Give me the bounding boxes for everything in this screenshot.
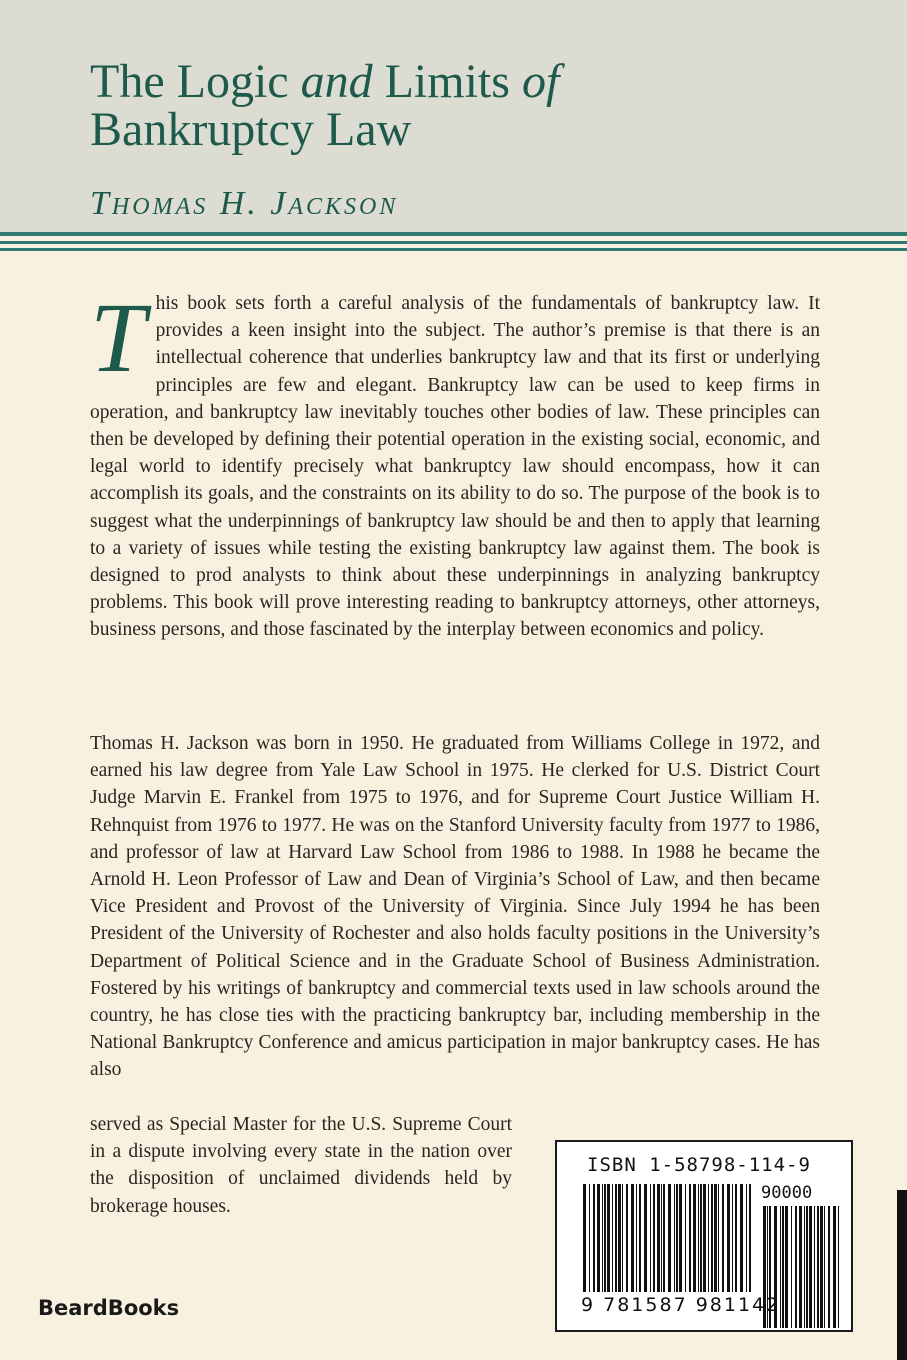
barcode-bar <box>804 1206 805 1328</box>
barcode-bar <box>626 1184 628 1292</box>
description-text: his book sets forth a careful analysis of the fundamentals of bankruptcy law. It provides a keen insight into the subject. The author’s premise is that there is an intellectual coherence that underlies bankruptcy law and that its first or underlying principles are few and elegant. Bankruptcy law can be used to keep firms in operation, and bankruptcy law inevitably touches other bodies of law. These principles can then be developed by defining their potential operation in the existing social, economic, and legal world to identify precisely what bankruptcy law should encompass, how it can accomplish its goals, and the constraints on its ability to do so. The purpose of the book is to suggest what the underpinnings of bankruptcy law should be and then to apply that learning to a variety of issues while testing the existing bankruptcy law against them. The book is designed to prod analysts to think about these underpinnings in analyzing bankruptcy problems. This book will prove interesting reading to bankruptcy attorneys, other attorneys, business persons, and those fascinated by the interplay between economics and policy. <box>90 293 820 641</box>
barcode-bar <box>809 1206 812 1328</box>
barcode-bar <box>782 1206 784 1328</box>
barcode-bar <box>700 1184 702 1292</box>
barcode-bar <box>622 1184 623 1292</box>
barcode-bar <box>602 1184 603 1292</box>
rule-line <box>0 232 907 236</box>
barcode-bar <box>650 1184 651 1292</box>
price-code: 90000 <box>761 1183 813 1203</box>
barcode-bar <box>749 1184 751 1292</box>
barcode-bar <box>668 1184 671 1292</box>
barcode-bar <box>644 1184 647 1292</box>
barcode-bar <box>817 1206 819 1328</box>
title-part-italic: of <box>521 55 560 108</box>
barcode-bar <box>693 1184 696 1292</box>
barcode-bar <box>679 1184 682 1292</box>
barcode-bar <box>593 1184 595 1292</box>
barcode-bar <box>708 1184 709 1292</box>
barcode-bar <box>711 1184 713 1292</box>
barcode-bar <box>732 1184 733 1292</box>
barcode-bar <box>583 1184 586 1292</box>
barcode-bar <box>714 1184 717 1292</box>
title-part: Limits <box>372 55 522 108</box>
barcode-bar <box>814 1206 815 1328</box>
barcode-bar <box>689 1184 691 1292</box>
barcode-bar <box>795 1206 797 1328</box>
author-name: Thomas H. Jackson <box>90 185 399 222</box>
title-part: The Logic <box>90 55 301 108</box>
barcode-bar <box>618 1184 621 1292</box>
barcode-bar <box>838 1206 839 1328</box>
drop-cap: T <box>90 282 146 393</box>
title-part-italic: and <box>300 55 373 108</box>
barcode-bar <box>820 1206 823 1328</box>
barcode-bar <box>607 1184 610 1292</box>
barcode-bar <box>674 1184 675 1292</box>
title-line-2: Bankruptcy Law <box>90 103 412 156</box>
barcode-bar <box>604 1184 606 1292</box>
barcode-bar <box>828 1206 830 1328</box>
barcode-box <box>555 1140 853 1332</box>
barcode-bar <box>676 1184 678 1292</box>
author-bio-paragraph: Thomas H. Jackson was born in 1950. He graduated from Williams College in 1972, and earned his law degree from Yale Law School in 1975. He clerked for U.S. District Court Judge Marvin E. Frankel from 1975 to 1976, and for Supreme Court Justice William H. Rehnquist from 1976 to 1977. He was on the Stanford University faculty from 1977 to 1986, and professor of law at Harvard Law School from 1986 to 1988. In 1988 he became the Arnold H. Leon Professor of Law and Dean of Virginia’s School of Law, and then became Vice President and Provost of the University of Virginia. Since July 1994 he has been President of the University of Rochester and also holds faculty positions in the University’s Department of Political Science and in the Graduate School of Business Administration. Fostered by his writings of bankruptcy and commercial texts used in law schools around the country, he has close ties with the practicing bankruptcy bar, including membership in the National Bankruptcy Conference and amicus participation in major bankruptcy cases. He has also <box>90 733 820 1081</box>
barcode-bar <box>636 1184 637 1292</box>
ean-number: 9 781587 981142 <box>581 1294 781 1316</box>
barcode-bar <box>589 1184 590 1292</box>
barcode-bar <box>653 1184 655 1292</box>
author-bio-continued: served as Special Master for the U.S. Supreme Court in a dispute involving every state in the nation over the disposition of unclaimed dividends held by brokerage houses. <box>90 1114 512 1217</box>
edge-mark <box>897 1190 907 1360</box>
barcode-bar <box>657 1184 660 1292</box>
barcode-bar <box>833 1206 836 1328</box>
barcode-bar <box>746 1184 747 1292</box>
publisher-logo: BeardBooks <box>38 1296 180 1320</box>
barcode-bar <box>824 1206 825 1328</box>
book-title <box>90 55 560 156</box>
barcode-bar <box>698 1184 699 1292</box>
rule-line <box>0 248 907 251</box>
barcode-bar <box>597 1184 600 1292</box>
barcode-bar <box>785 1206 788 1328</box>
barcode-bar <box>722 1184 724 1292</box>
barcode-bar <box>631 1184 634 1292</box>
rule-line <box>0 241 907 244</box>
barcode-bar <box>639 1184 641 1292</box>
barcode-bar <box>615 1184 617 1292</box>
barcode-bar <box>806 1206 808 1328</box>
barcode-bar <box>703 1184 706 1292</box>
barcode-bar <box>740 1184 743 1292</box>
barcode-bar <box>661 1184 662 1292</box>
barcode-bar <box>612 1184 613 1292</box>
barcode-bar <box>663 1184 665 1292</box>
barcode-bar <box>718 1184 719 1292</box>
barcode-bar <box>799 1206 802 1328</box>
description-paragraph <box>90 282 820 644</box>
barcode-bar <box>791 1206 792 1328</box>
isbn-label: ISBN 1-58798-114-9 <box>587 1154 811 1176</box>
barcode-bar <box>685 1184 686 1292</box>
barcode-bar <box>727 1184 730 1292</box>
barcode-bar <box>735 1184 737 1292</box>
header-band <box>0 0 907 232</box>
